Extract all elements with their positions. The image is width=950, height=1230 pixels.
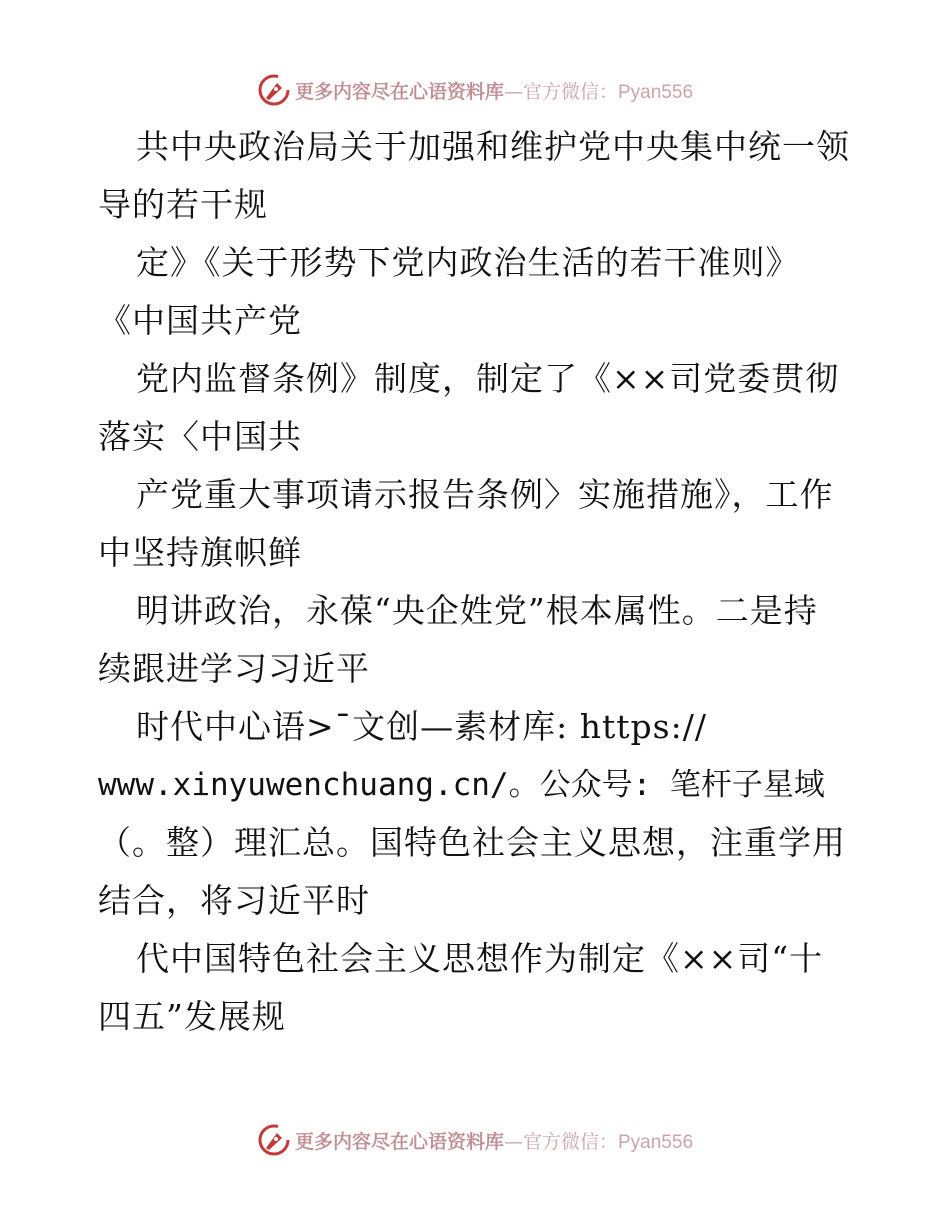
text-line: 定》《关于形势下党内政治生活的若干准则》 [136,243,800,282]
watermark-text: 更多内容尽在心语资料库—官方微信：Pyan556 [294,80,694,103]
text-line: 明讲政治，永葆“央企姓党”根本属性。二是持 [136,591,818,630]
header-watermark [0,70,950,110]
text-line: 续跟进学习习近平 [98,649,370,688]
pen-nib-logo-icon [257,73,291,107]
document-body [98,118,858,1046]
watermark-text: 更多内容尽在心语资料库—官方微信：Pyan556 [294,1130,694,1153]
text-line: 导的若干规 [98,185,268,224]
text-line: 《中国共产党 [98,301,302,340]
text-line: 落实〈中国共 [98,417,302,456]
text-line: 四五”发展规 [98,997,286,1036]
text-line: 党内监督条例》制度，制定了《××司党委贯彻 [136,359,840,398]
footer-watermark [0,1120,950,1160]
text-line: 结合，将习近平时 [98,881,370,920]
pen-nib-logo-icon [257,1123,291,1157]
text-line: 时代中心语>¯文创—素材库: https:// [136,707,707,746]
text-line: 产党重大事项请示报告条例〉实施措施》，工作 [136,475,834,514]
text-line: 代中国特色社会主义思想作为制定《××司“十 [136,939,824,978]
text-line: （。整）理汇总。国特色社会主义思想，注重学用 [98,823,846,862]
text-line: 共中央政治局关于加强和维护党中央集中统一领 [136,127,850,166]
text-line: www.xinyuwenchuang.cn/。公众号: 笔杆子星域 [98,767,825,803]
text-line: 中坚持旗帜鲜 [98,533,302,572]
